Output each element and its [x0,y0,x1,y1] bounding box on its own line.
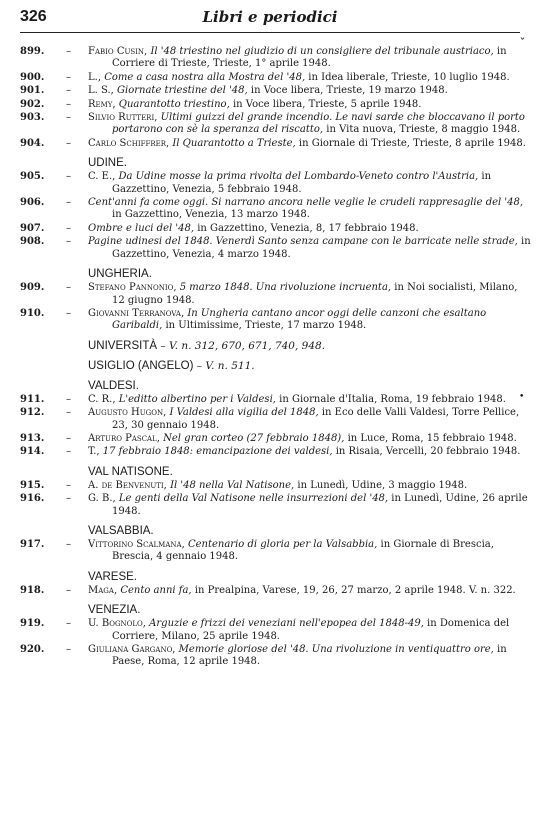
entry-number: 919. [20,618,45,630]
section-heading-valdesi: VALDESI. [88,379,139,392]
entry-title: Il Quarantotto a Trieste, [172,137,296,149]
entry-author: C. E., [88,171,116,183]
margin-dot: • [519,392,525,402]
entry-dash: – [66,446,71,458]
entry-dash: – [66,197,71,209]
entry-group-varese [20,585,532,597]
entry-source: in Prealpina, Varese, 19, 26, 27 marzo, 2 aprile 1948. V. n. 322. [191,584,516,596]
entry-number: 906. [20,197,45,209]
entry-number: 914. [20,446,45,458]
entry-title: Nel gran corteo (27 febbraio 1848), [163,432,345,444]
bibliography-entry [20,480,532,492]
cross-reference: – V. n. 312, 670, 671, 740, 948. [157,339,326,352]
entry-number: 917. [20,538,45,550]
entry-source: in Idea liberale, Trieste, 10 luglio 1948. [305,71,510,83]
entry-title: Ultimi guizzi del grande incendio. Le navi sarde che bloccavano il porto portarono con sè la speranza del riscatto, [112,112,525,136]
entry-title: Memorie gloriose del '48. Una rivoluzione in ventiquattro ore, [178,644,494,655]
entry-number: 902. [20,98,45,110]
entry-source: in Lunedì, Udine, 3 maggio 1948. [294,479,468,491]
entry-title: Quarantotto triestino, [118,98,230,110]
entry-number: 918. [20,584,45,596]
entry-dash: – [66,432,71,444]
entry-number: 905. [20,171,45,183]
section-heading-ungheria: UNGHERIA. [88,268,152,281]
entry-source: in Ultimissime, Trieste, 17 marzo 1948. [162,320,367,332]
margin-mark: ˇ [520,38,525,49]
entry-number: 910. [20,307,45,319]
section-heading-universita [20,340,532,353]
entry-author: Stefano Pannonio, [88,282,177,294]
entry-title: 17 febbraio 1848: emancipazione dei valdesi, [102,446,333,458]
entry-source: in Giornale d'Italia, Roma, 19 febbraio 1948. [275,393,506,405]
entry-number: 916. [20,493,45,505]
bibliography-entry [20,446,532,458]
bibliography-entry [20,585,532,597]
entry-dash: – [66,171,71,183]
bibliography-entry [20,46,532,71]
entry-number: 915. [20,479,45,491]
entry-source: in Risaia, Vercelli, 20 febbraio 1948. [332,446,521,458]
entry-source: in Voce libera, Trieste, 19 marzo 1948. [247,85,448,97]
entry-dash: – [66,85,71,97]
entry-author: T., [88,446,100,458]
entry-author: U. Bognolo, [88,618,146,630]
entry-group-trieste [20,46,532,150]
section-heading-venezia: VENEZIA. [88,604,141,617]
entry-source: in Noi socialisti, Milano, 12 giugno 1948. [112,282,518,306]
entry-author: A. de Benvenuti, [88,479,167,491]
entry-title: Centenario di gloria per la Valsabbia, [187,538,378,550]
bibliography-body [20,46,532,670]
entry-title: Da Udine mosse la prima rivolta del Lombardo-Veneto contro l'Austria, [118,171,479,183]
entry-author: Maga, [88,584,118,596]
entry-dash: – [66,112,71,124]
entry-group-valsabbia [20,539,532,564]
entry-source: in Paese, Roma, 12 aprile 1948. [112,644,507,668]
entry-author: C. R., [88,393,116,405]
entry-source: in Gazzettino, Venezia, 8, 17 febbraio 1948. [194,222,419,234]
page-header [20,8,520,33]
entry-number: 899. [20,46,45,57]
bibliography-entry [20,236,532,261]
page-number: 326 [20,8,47,25]
bibliography-entry [20,394,532,406]
entry-author: Giuliana Gargano, [88,644,176,655]
entry-author: Vittorino Scalmana, [88,538,185,550]
entry-number: 912. [20,407,45,419]
entry-author: Arturo Pascal, [88,432,160,444]
entry-title: Ombre e luci del '48, [88,222,195,234]
entry-source: in Voce libera, Trieste, 5 aprile 1948. [229,98,422,110]
entry-dash: – [66,98,71,110]
entry-group-valdesi [20,394,532,459]
entry-author: Silvio Rutteri, [88,112,158,124]
entry-dash: – [66,479,71,491]
bibliography-entry [20,644,532,669]
entry-number: 908. [20,236,45,248]
entry-dash: – [66,393,71,405]
entry-source: in Corriere di Trieste, Trieste, 1° aprile 1948. [112,46,507,70]
entry-title: 5 marzo 1848. Una rivoluzione incruenta, [179,282,392,294]
entry-source: in Eco delle Valli Valdesi, Torre Pellice, 23, 30 gennaio 1948. [112,407,520,431]
entry-title: L'editto albertino per i Valdesi, [118,393,276,405]
entry-dash: – [66,71,71,83]
bibliography-entry [20,171,532,196]
entry-dash: – [66,493,71,505]
bibliography-entry [20,539,532,564]
entry-dash: – [66,644,71,655]
entry-number: 913. [20,432,45,444]
entry-dash: – [66,137,71,149]
section-heading-valsabbia: VALSABBIA. [88,524,154,537]
entry-dash: – [66,538,71,550]
section-label: UNIVERSITÀ [88,339,158,352]
entry-group-ungheria [20,282,532,333]
entry-author: L. S., [88,85,114,97]
entry-number: 904. [20,137,45,149]
entry-title: Arguzie e frizzi dei veneziani nell'epopea del 1848-49, [149,618,424,630]
entry-number: 901. [20,85,45,97]
bibliography-entry [20,493,532,518]
entry-author: Giovanni Terranova, [88,307,185,319]
entry-dash: – [66,307,71,319]
entry-source: in Domenica del Corriere, Milano, 25 aprile 1948. [112,618,510,642]
bibliography-entry [20,282,532,307]
entry-number: 900. [20,71,45,83]
entry-title: Giornate triestine del '48, [117,85,248,97]
entry-source: in Vita nuova, Trieste, 8 maggio 1948. [323,124,521,136]
entry-dash: – [66,46,71,57]
section-label: USIGLIO (ANGELO) [88,359,194,372]
entry-group-val-natisone [20,480,532,518]
entry-group-venezia [20,618,532,669]
bibliography-entry [20,618,532,643]
entry-title: Cento anni fa, [120,584,192,596]
entry-source: in Giornale di Brescia, Brescia, 4 gennaio 1948. [112,538,494,563]
entry-dash: – [66,236,71,248]
running-title: Libri e periodici [202,8,338,26]
entry-source: in Gazzettino, Venezia, 5 febbraio 1948. [112,171,492,195]
entry-title: Le genti della Val Natisone nelle insurrezioni del '48, [118,493,389,505]
entry-dash: – [66,282,71,294]
entry-dash: – [66,584,71,596]
entry-source: in Giornale di Trieste, Trieste, 8 aprile 1948. [295,137,526,149]
bibliography-entry [20,308,532,333]
entry-title: Il '48 triestino nel giudizio di un consigliere del tribunale austriaco, [150,46,494,57]
entry-author: Remy, [88,98,116,110]
entry-author: Fabio Cusin, [88,46,148,57]
entry-title: In Ungheria cantano ancor oggi delle canzoni che esaltano Garibaldi, [112,307,487,332]
section-heading-varese: VARESE. [88,570,137,583]
section-heading-val-natisone: VAL NATISONE. [88,465,173,478]
entry-source: in Gazzettino, Venezia, 13 marzo 1948. [112,209,310,221]
entry-number: 909. [20,282,45,294]
bibliography-entry [20,85,532,97]
section-heading-udine: UDINE. [88,157,127,170]
entry-number: 911. [20,393,45,405]
section-heading-usiglio [20,360,532,373]
entry-title: Pagine udinesi del 1848. Venerdì Santo senza campane con le barricate nelle strade, [88,236,518,248]
entry-author: G. B., [88,493,116,505]
entry-number: 907. [20,222,45,234]
entry-title: Il '48 nella Val Natisone, [170,479,295,491]
entry-source: in Lunedì, Udine, 26 aprile 1948. [112,493,528,517]
bibliography-entry [20,72,532,84]
cross-reference: – V. n. 511. [193,359,255,372]
entry-number: 920. [20,644,45,655]
bibliography-entry [20,138,532,150]
entry-title: I Valdesi alla vigilia del 1848, [169,407,319,419]
bibliography-entry [20,197,532,222]
entry-dash: – [66,618,71,630]
bibliography-entry [20,223,532,235]
entry-author: L., [88,71,101,83]
entry-number: 903. [20,112,45,124]
bibliography-entry [20,407,532,432]
entry-group-udine [20,171,532,261]
bibliography-entry [20,433,532,445]
entry-author: Carlo Schiffrer, [88,137,170,149]
entry-source: in Gazzettino, Venezia, 4 marzo 1948. [112,236,531,260]
bibliography-entry [20,112,532,137]
entry-dash: – [66,222,71,234]
entry-title: Cent'anni fa come oggi. Si narrano ancora nelle veglie le crudeli rappresaglie del '48, [88,197,524,209]
entry-source: in Luce, Roma, 15 febbraio 1948. [344,432,517,444]
bibliography-entry [20,99,532,111]
entry-author: Augusto Hugon, [88,407,167,419]
entry-title: Come a casa nostra alla Mostra del '48, [104,71,306,83]
entry-dash: – [66,407,71,419]
